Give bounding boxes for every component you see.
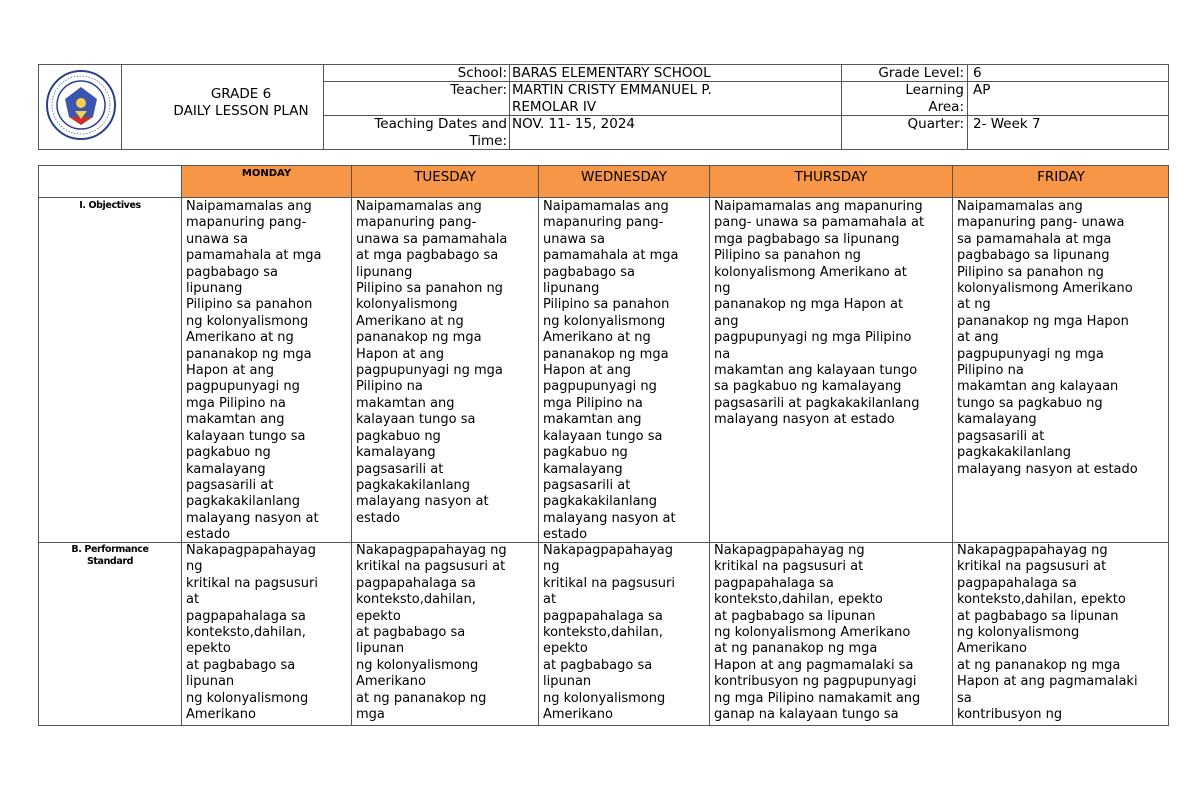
quarter-label: Quarter: [907,116,964,132]
learning-area-label: Learning Area: [905,82,964,115]
grade-level-value: 6 [973,65,982,81]
day-header-monday: MONDAY [182,166,351,197]
deped-seal-logo [45,69,117,141]
objectives-tuesday: Naipamamalas ang mapanuring pang- unawa sa pamamahala at mga pagbabago sa lipunang Pilipino sa panahon ng kolonyalismong Amerikano at ng pananakop ng mga Hapon at ang pagpupunyagi ng mga Pilipino na makamtan ang kalayaan tungo sa pagkabuo ng kamalayang pagsasarili at pagkakakilanlang malayang nasyon at estado [356,199,508,526]
performance-thursday: Nakapagpapahayag ng kritikal na pagsusuri at pagpapahalaga sa konteksto,dahilan, epekto at pagbabago sa lipunan ng kolonyalismong Amerikano at ng pananakop ng mga Hapon at ang pagmamalaki sa kontribusyon ng pagpupunyagi ng mga Pilipino namakamit ang ganap na kalayaan tungo sa [714,543,921,723]
teaching-dates-value: NOV. 11- 15, 2024 [512,116,636,132]
performance-friday: Nakapagpapahayag ng kritikal na pagsusuri at pagpapahalaga sa konteksto,dahilan, epekto at pagbabago sa lipunan ng kolonyalismong Amerikano at ng pananakop ng mga Hapon at ang pagmamalaki sa kontribusyon ng [957,543,1138,723]
objectives-monday: Naipamamalas ang mapanuring pang- unawa sa pamamahala at mga pagbabago sa lipunang Pilipino sa panahon ng kolonyalismong Amerikano at ng pananakop ng mga Hapon at ang pagpupunyagi ng mga Pilipino na makamtan ang kalayaan tungo sa pagkabuo ng kamalayang pagsasarili at pagkakakilanlang malayang nasyon at estado [186,199,322,541]
grade-title: GRADE 6 [210,86,272,102]
performance-wednesday: Nakapagpapahayag ng kritikal na pagsusuri at pagpapahalaga sa konteksto,dahilan, epekto at pagbabago sa lipunan ng kolonyalismong Amerikano [543,543,675,723]
day-header-wednesday: WEDNESDAY [539,166,709,197]
day-header-friday: FRIDAY [953,166,1169,197]
teacher-value: MARTIN CRISTY EMMANUEL P. REMOLAR IV [512,82,712,115]
school-value: BARAS ELEMENTARY SCHOOL [512,65,711,81]
teaching-dates-label: Teaching Dates and Time: [374,116,507,149]
daily-lesson-table [38,165,1169,726]
grade-level-label: Grade Level: [878,65,964,81]
quarter-value: 2- Week 7 [973,116,1041,132]
objectives-thursday: Naipamamalas ang mapanuring pang- unawa sa pamamahala at mga pagbabago sa lipunang Pilipino sa panahon ng kolonyalismong Amerikano at ng pananakop ng mga Hapon at ang pagpupunyagi ng mga Pilipino na makamtan ang kalayaan tungo sa pagkabuo ng kamalayang pagsasarili at pagkakakilanlang malayang nasyon at estado [714,199,925,428]
performance-tuesday: Nakapagpapahayag ng kritikal na pagsusuri at pagpapahalaga sa konteksto,dahilan, epekto at pagbabago sa lipunan ng kolonyalismong Amerikano at ng pananakop ng mga [356,543,507,723]
teacher-label: Teacher: [450,82,507,98]
school-label: School: [457,65,507,81]
plan-title: DAILY LESSON PLAN [173,103,309,119]
day-header-thursday: THURSDAY [710,166,952,197]
objectives-friday: Naipamamalas ang mapanuring pang- unawa sa pamamahala at mga pagbabago sa lipunang Pilipino sa panahon ng kolonyalismong Amerikano at ng pananakop ng mga Hapon at ang pagpupunyagi ng mga Pilipino na makamtan ang kalayaan tungo sa pagkabuo ng kamalayang pagsasarili at pagkakakilanlang malayang nasyon at estado [957,199,1138,477]
row-label-performance-standard: B. Performance Standard [71,544,149,567]
day-header-tuesday: TUESDAY [352,166,538,197]
lesson-plan-header [38,64,1169,150]
objectives-wednesday: Naipamamalas ang mapanuring pang- unawa sa pamamahala at mga pagbabago sa lipunang Pilipino sa panahon ng kolonyalismong Amerikano at ng pananakop ng mga Hapon at ang pagpupunyagi ng mga Pilipino na makamtan ang kalayaan tungo sa pagkabuo ng kamalayang pagsasarili at pagkakakilanlang malayang nasyon at estado [543,199,679,541]
row-label-objectives: I. Objectives [79,200,141,211]
performance-monday: Nakapagpapahayag ng kritikal na pagsusuri at pagpapahalaga sa konteksto,dahilan, epekto at pagbabago sa lipunan ng kolonyalismong Amerikano [186,543,318,723]
logo-cell [39,65,121,149]
learning-area-value: AP [973,82,991,98]
